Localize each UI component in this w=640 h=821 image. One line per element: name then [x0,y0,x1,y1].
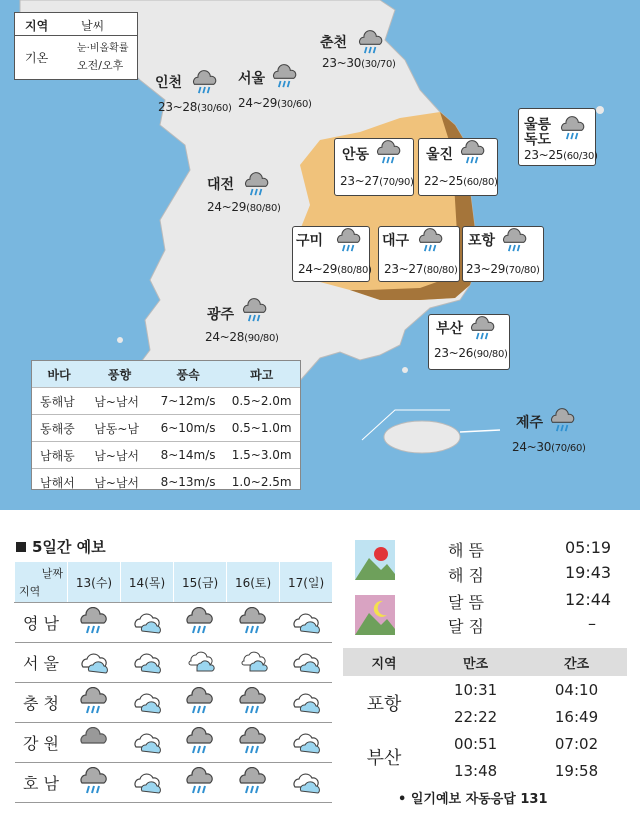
legend-region: 지역 [25,19,49,33]
sea-header: 풍향 [86,361,153,388]
forecast-region: 서 울 [15,643,68,683]
forecast-region: 영 남 [15,603,68,643]
cloud-icon [280,683,332,723]
city-name: 광주 [207,307,235,323]
city-name: 대전 [207,177,235,193]
cloud-icon [280,723,332,763]
rain-icon [227,683,280,723]
city-name: 제주 [516,415,544,431]
forecast-region: 강 원 [15,723,68,763]
forecast-title: 5일간 예보 [16,536,106,557]
rain-cloud-icon [356,30,386,59]
cloud-icon [121,603,174,643]
rain-icon [174,683,227,723]
moon-mountain-icon [355,595,395,635]
sea-row: 동해중 남동~남 6~10m/s 0.5~1.0m [32,415,300,442]
rain-cloud-icon [548,408,578,437]
rain-icon [174,763,227,803]
tide-low: 16:49 [554,707,599,726]
rain-icon [68,763,121,803]
legend-ampm: 오전/오후 [77,59,124,72]
dark-cloud-icon [68,723,121,763]
rain-cloud-icon [458,140,488,169]
tide-row [343,730,627,757]
forecast-date: 15(금) [174,562,227,603]
rain-cloud-icon [558,116,588,145]
jeju-island [384,421,460,453]
sea-row: 남해동 남~남서 8~14m/s 1.5~3.0m [32,442,300,469]
rain-cloud-icon [242,172,272,201]
legend-temp: 기온 [25,51,49,65]
city-temp: 22~25(60/80) [424,174,498,188]
city-temp: 24~28(90/80) [205,330,279,344]
city-name: 울진 [426,147,454,163]
tide-low: 19:58 [554,761,599,780]
city-temp: 24~29(30/60) [238,96,312,110]
moonrise-label: 달 뜸 [448,593,484,612]
rain-icon [174,603,227,643]
city-temp: 23~29(70/80) [466,262,540,276]
tide-high: 22:22 [453,707,498,726]
city-temp: 24~29(80/80) [207,200,281,214]
rain-cloud-icon [500,228,530,257]
tide-row [343,676,627,703]
tide-low: 04:10 [554,680,599,699]
city-name: 인천 [155,75,183,91]
cloud-icon [121,763,174,803]
rain-cloud-icon [240,298,270,327]
rain-icon [68,683,121,723]
cloud-rain-2-icon [227,643,280,683]
city-name: 대구 [382,233,410,249]
forecast-date: 16(토) [227,562,280,603]
forecast-table [14,562,332,803]
city-name: 부산 [436,321,464,337]
forecast-row [15,603,333,643]
rain-icon [68,603,121,643]
rain-cloud-icon [416,228,446,257]
sea-header: 바다 [32,361,86,388]
tide-high: 00:51 [453,734,498,753]
city-name: 서울 [238,71,266,87]
tide-high: 13:48 [453,761,498,780]
forecast-row [15,643,333,683]
sea-header: 파고 [223,361,300,388]
rain-icon [227,603,280,643]
sea-header: 풍속 [153,361,224,388]
city-temp: 24~29(80/80) [298,262,372,276]
tide-region: 포항 [366,694,402,715]
forecast-row [15,723,333,763]
city-name: 구미 [296,233,324,249]
forecast-row [15,683,333,723]
legend-prob: 눈·비올확률 [77,43,129,54]
city-temp: 23~27(80/80) [384,262,458,276]
rain-cloud-icon [374,140,404,169]
city-name: 춘천 [320,35,348,51]
city-temp: 23~27(70/90) [340,174,414,188]
forecast-row [15,763,333,803]
sunset-label: 해 짐 [448,566,484,585]
tide-table [343,648,627,784]
tide-high: 10:31 [453,680,498,699]
tide-low: 07:02 [554,734,599,753]
forecast-date: 17(일) [280,562,332,603]
cloud-icon [280,643,332,683]
rain-icon [174,723,227,763]
forecast-date: 13(수) [68,562,121,603]
moonrise-time: 12:44 [565,590,612,609]
legend-weather: 날씨 [81,19,105,33]
forecast-date: 14(목) [121,562,174,603]
sunrise-time: 05:19 [565,538,612,557]
sun-mountain-icon [355,540,395,580]
forecast-region: 충 청 [15,683,68,723]
rain-cloud-icon [334,228,364,257]
sea-row: 남해서 남~남서 8~13m/s 1.0~2.5m [32,469,300,496]
moonset-time: – [588,614,596,633]
phone-note: • 일기예보 자동응답 131 [398,792,548,807]
tide-header: 만조 [425,648,526,676]
moonset-label: 달 짐 [448,617,484,636]
tide-region: 부산 [366,748,402,769]
rain-cloud-icon [190,70,220,99]
map-legend [14,12,138,80]
cloud-icon [121,723,174,763]
cloud-icon [280,603,332,643]
city-name: 울릉 독도 [524,117,552,148]
city-temp: 23~25(60/30) [524,148,598,162]
city-temp: 23~28(30/60) [158,100,232,114]
rain-cloud-icon [468,316,498,345]
sea-row: 동해남 남~남서 7~12m/s 0.5~2.0m [32,388,300,415]
tide-header: 지역 [343,648,425,676]
rain-icon [227,763,280,803]
cloud-icon [121,683,174,723]
sea-table [31,360,301,490]
forecast-corner: 날짜 지역 [15,562,68,603]
cloud-icon [121,643,174,683]
city-temp: 23~26(90/80) [434,346,508,360]
city-name: 안동 [342,147,370,163]
rain-cloud-icon [270,64,300,93]
sunset-time: 19:43 [565,563,612,582]
rain-icon [227,723,280,763]
city-temp: 24~30(70/60) [512,440,586,454]
forecast-region: 호 남 [15,763,68,803]
cloud-rain-2-icon [174,643,227,683]
cloud-icon [280,763,332,803]
city-name: 포항 [468,233,496,249]
sunrise-label: 해 뜸 [448,541,484,560]
ulleung-island [596,106,604,114]
cloud-icon [68,643,121,683]
tide-header: 간조 [526,648,627,676]
city-temp: 23~30(30/70) [322,56,396,70]
